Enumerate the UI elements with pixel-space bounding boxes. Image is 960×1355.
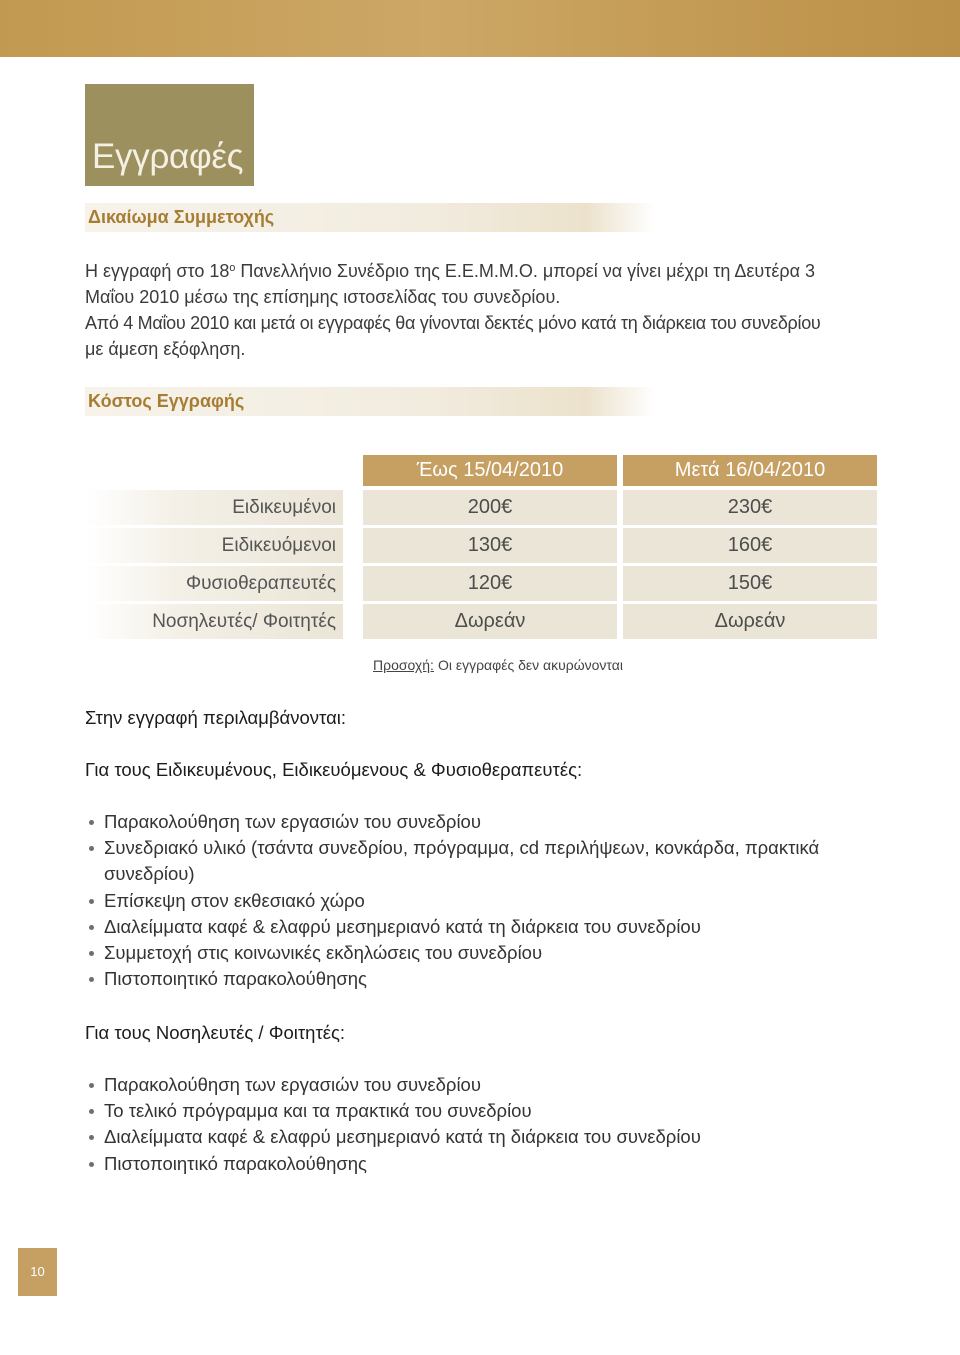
bullet-icon: [89, 1162, 94, 1167]
bullet-icon: [89, 1135, 94, 1140]
section-heading-participation: [85, 203, 655, 232]
paragraph-text: Η εγγραφή στο 18: [85, 261, 230, 281]
category-label: Νοσηλευτές/ Φοιτητές: [85, 604, 343, 639]
price-table-header-cell: Έως 15/04/2010: [363, 455, 617, 486]
note-text: Οι εγγραφές δεν ακυρώνονται: [437, 657, 623, 673]
price-cell: 120€: [363, 566, 617, 601]
list-item-text: Διαλείμματα καφέ & ελαφρύ μεσημεριανό κατά τη διάρκεια του συνεδρίου: [104, 915, 701, 937]
note-label: Προσοχή:: [373, 657, 434, 673]
price-cell: Δωρεάν: [623, 604, 877, 639]
section-heading-text: Δικαίωμα Συμμετοχής: [88, 207, 275, 227]
bullet-icon: [89, 899, 94, 904]
price-cell: 150€: [623, 566, 877, 601]
bullet-icon: [89, 977, 94, 982]
price-table-row: [85, 528, 877, 563]
list-item-text: Συμμετοχή στις κοινωνικές εκδηλώσεις του συνεδρίου: [104, 942, 543, 964]
list-item: [85, 1072, 895, 1098]
category-label: Ειδικευμένοι: [85, 490, 343, 525]
paragraph-line: Μαΐου 2010 μέσω της επίσημης ιστοσελίδας του συνεδρίου.: [85, 287, 561, 307]
list-item-text: Παρακολούθηση των εργασιών του συνεδρίου: [104, 811, 481, 832]
list-item: [85, 809, 895, 835]
price-cell: 230€: [623, 490, 877, 525]
list-item-text: Πιστοποιητικό παρακολούθησης: [104, 968, 367, 990]
included-items-list-nurses-students: [85, 1072, 895, 1177]
list-item: [85, 1151, 895, 1177]
list-item-text: Συνεδριακό υλικό (τσάντα συνεδρίου, πρόγραμμα, cd περιλήψεων, κονκάρδα, πρακτικά συνεδρίου): [104, 837, 820, 885]
ordinal-superscript: ο: [229, 262, 236, 275]
price-table-body: [85, 490, 877, 642]
list-item: [85, 835, 895, 887]
list-item: [85, 1098, 895, 1124]
bullet-icon: [89, 1083, 94, 1088]
list-item: [85, 940, 895, 966]
paragraph-line: [85, 258, 895, 284]
page-title: Εγγραφές: [92, 137, 244, 176]
top-decorative-bar: [0, 0, 960, 57]
list-item-text: Πιστοποιητικό παρακολούθησης: [104, 1152, 367, 1174]
list-item: [85, 914, 895, 940]
price-table-row: [85, 604, 877, 639]
bullet-icon: [89, 1109, 94, 1114]
list-item-text: Διαλείμματα καφέ & ελαφρύ μεσημεριανό κατά τη διάρκεια του συνεδρίου: [104, 1126, 701, 1148]
included-items-list-specialists: [85, 809, 895, 992]
price-table-row: [85, 566, 877, 601]
bullet-icon: [89, 820, 94, 825]
price-table-header-cell: Μετά 16/04/2010: [623, 455, 877, 486]
category-label: Ειδικευόμενοι: [85, 528, 343, 563]
paragraph-text: Πανελλήνιο Συνέδριο της Ε.Ε.Μ.Μ.Ο. μπορεί να γίνει μέχρι τη Δευτέρα 3: [235, 261, 816, 281]
page-number: 10: [18, 1248, 57, 1296]
list-item-text: Το τελικό πρόγραμμα και τα πρακτικά του συνεδρίου: [104, 1100, 532, 1122]
list-item: [85, 1124, 895, 1150]
price-cell: 160€: [623, 528, 877, 563]
price-table-header: [363, 455, 877, 486]
includes-heading: Στην εγγραφή περιλαμβάνονται:: [85, 707, 347, 728]
bullet-icon: [89, 846, 94, 851]
paragraph-line: με άμεση εξόφληση.: [85, 339, 246, 359]
list-item: [85, 888, 895, 914]
participation-paragraph: [85, 258, 895, 362]
price-cell: Δωρεάν: [363, 604, 617, 639]
category-label: Φυσιοθεραπευτές: [85, 566, 343, 601]
title-box: [85, 84, 254, 186]
cancellation-note: [373, 656, 623, 674]
list-item-text: Παρακολούθηση των εργασιών του συνεδρίου: [104, 1074, 481, 1095]
section-heading-text: Κόστος Εγγραφής: [88, 391, 245, 411]
list-item-text: Επίσκεψη στον εκθεσιακό χώρο: [104, 889, 365, 911]
price-cell: 130€: [363, 528, 617, 563]
group-heading-nurses-students: Για τους Νοσηλευτές / Φοιτητές:: [85, 1022, 346, 1043]
bullet-icon: [89, 951, 94, 956]
price-table-row: [85, 490, 877, 525]
price-cell: 200€: [363, 490, 617, 525]
paragraph-line: Από 4 Μαΐου 2010 και μετά οι εγγραφές θα γίνονται δεκτές μόνο κατά τη διάρκεια του συνεδρίου: [85, 313, 821, 333]
bullet-icon: [89, 925, 94, 930]
list-item: [85, 966, 895, 992]
group-heading-specialists: Για τους Ειδικευμένους, Ειδικευόμενους & Φυσιοθεραπευτές:: [85, 759, 583, 780]
section-heading-cost: [85, 387, 655, 416]
